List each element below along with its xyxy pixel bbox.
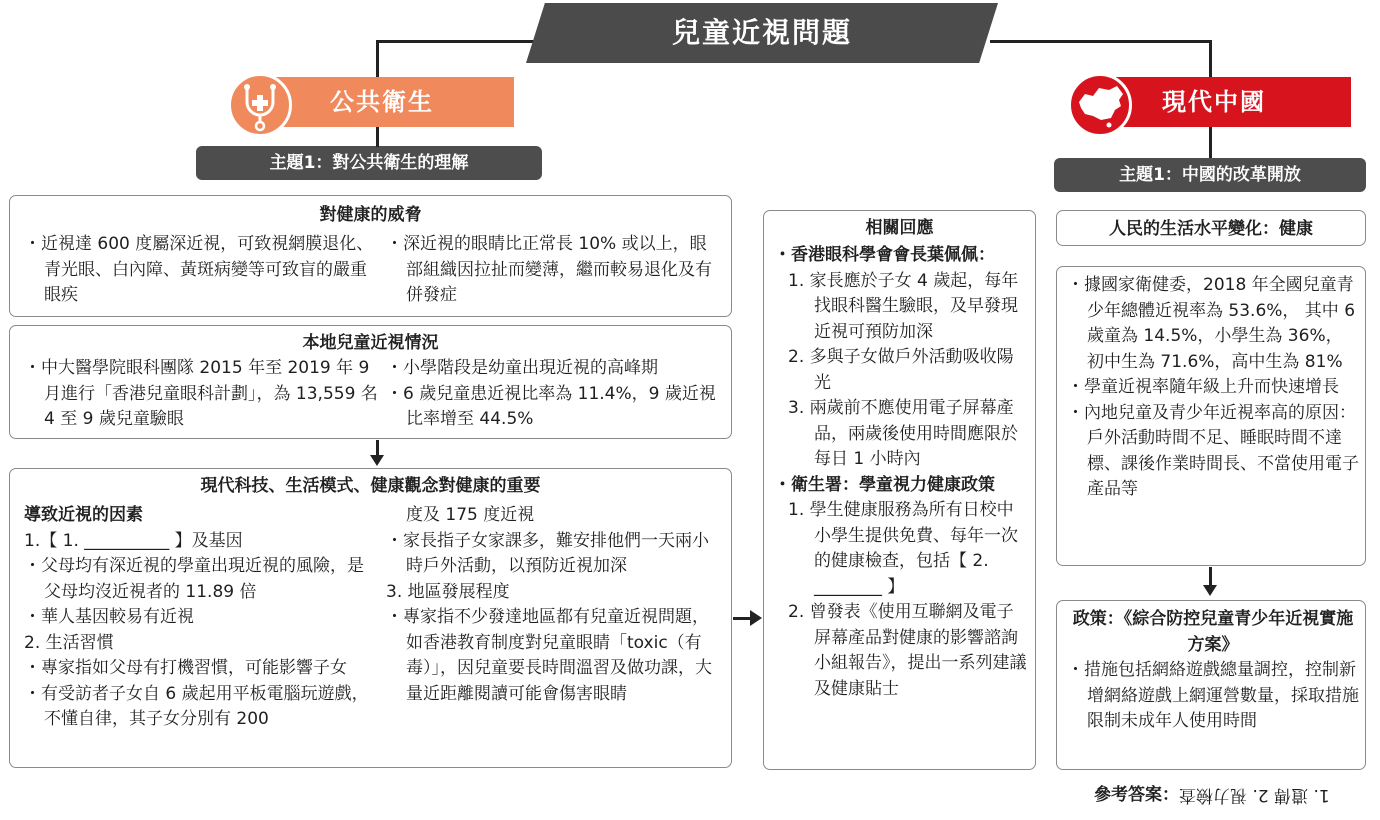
policy-heading: 政策：《綜合防控兒童青少年近視實施方案》 <box>1072 609 1354 655</box>
bullet-item: ・專家指如父母有打機習慣，可能影響子女 <box>24 658 347 678</box>
health-threat-heading: 對健康的威脅 <box>319 205 422 225</box>
causes-title: 導致近視的因素 <box>24 505 143 525</box>
response-item: 1. 家長應於子女 4 歲起，每年找眼科醫生驗眼，及早發現近視可預防加深 <box>788 270 1019 342</box>
bullet-item: ・措施包括網絡遊戲總量調控，控制新增網絡遊戲上網運營數量，採取措施限制未成年人使用時間 <box>1067 660 1359 731</box>
local-myopia-box <box>9 325 732 439</box>
bullet-item: ・有受訪者子女自 6 歲起用平板電腦玩遊戲，不懂自律，其子女分別有 200 <box>24 683 369 729</box>
connector-left-horizontal <box>376 40 536 43</box>
china-stats-box <box>1056 266 1366 566</box>
bullet-item: ・專家指不少發達地區都有兒童近視問題，如香港教育制度對兒童眼睛「toxic（有毒）」，因兒童要長時間溫習及做功課，大量近距離閱讀可能會傷害眼睛 <box>386 607 712 704</box>
connector-theme-right <box>1209 127 1212 161</box>
living-standard-box <box>1056 210 1366 246</box>
modern-china-bar <box>1096 77 1351 127</box>
arrow-modern-to-responses-head <box>750 610 762 626</box>
modern-china-circle <box>1068 73 1132 137</box>
cause-heading: 2. 生活習慣 <box>24 632 114 653</box>
bullet-item: 度及 175 度近視 <box>406 505 535 525</box>
bullet-item: ・近視達 600 度屬深近視，可致視網膜退化、青光眼、白內障、黃斑病變等可致盲的嚴重眼疾 <box>24 234 374 305</box>
bullet-item: ・6 歲兒童患近視比率為 11.4%，9 歲近視比率增至 44.5% <box>386 383 716 429</box>
bullet-item: ・內地兒童及青少年近視率高的原因：戶外活動時間不足、睡眠時間不達標、課後作業時間長、不當使用電子產品等 <box>1067 402 1359 499</box>
local-myopia-col1 <box>24 356 378 433</box>
local-myopia-heading: 本地兒童近視情況 <box>302 333 439 353</box>
modern-china-theme-text: 主題1：中國的改革開放 <box>1119 165 1301 185</box>
arrow-stats-to-policy-line <box>1209 567 1212 587</box>
bullet-item: ・華人基因較易有近視 <box>24 607 194 627</box>
china-map-icon <box>1071 76 1129 134</box>
arrow-local-to-modern-line <box>376 440 379 456</box>
answer-label: 參考答案： <box>1094 785 1179 805</box>
response-item: 3. 兩歲前不應使用電子屏幕產品，兩歲後使用時間應限於每日 1 小時內 <box>788 398 1018 469</box>
response-item: 2. 曾發表《使用互聯網及電子屏幕產品對健康的影響諮詢小組報告》，提出一系列建議及健康貼士 <box>788 602 1027 699</box>
connector-left-vertical <box>376 40 379 80</box>
health-threat-col2 <box>386 232 722 309</box>
policy-box <box>1056 600 1366 770</box>
answer-text: 1. 遺傳 2. 視力檢查 <box>1179 785 1330 805</box>
china-stats-content <box>1067 273 1359 503</box>
modern-factors-right <box>386 503 722 707</box>
health-threat-col1 <box>24 232 378 309</box>
connector-theme-left <box>376 127 379 147</box>
bullet-item: ・父母均有深近視的學童出現近視的風險，是父母均沒近視者的 11.89 倍 <box>24 556 364 602</box>
policy-content <box>1067 607 1359 735</box>
public-health-circle <box>228 73 292 137</box>
living-standard-heading: 人民的生活水平變化：健康 <box>1109 219 1313 239</box>
public-health-label: 公共衛生 <box>330 88 434 116</box>
modern-china-label: 現代中國 <box>1162 88 1266 116</box>
bullet-item: ・學童近視率隨年級上升而快速增長 <box>1067 377 1339 397</box>
response-item: 1. 學生健康服務為所有日校中小學生提供免費、每年一次的健康檢查，包括【 2. ________ 】 <box>788 500 1018 597</box>
response-group-title: ・香港眼科學會會長葉佩佩： <box>774 245 995 265</box>
responses-box <box>763 210 1036 770</box>
modern-china-theme <box>1054 158 1366 192</box>
modern-factors-box <box>9 468 732 768</box>
modern-factors-heading: 現代科技、生活模式、健康觀念對健康的重要 <box>200 476 541 496</box>
bullet-item: ・中大醫學院眼科團隊 2015 年至 2019 年 9 月進行「香港兒童眼科計劃」，為 13,559 名 4 至 9 歲兒童驗眼 <box>24 358 378 429</box>
public-health-theme-text: 主題1：對公共衛生的理解 <box>269 153 469 173</box>
response-item: 2. 多與子女做戶外活動吸收陽光 <box>788 347 1014 393</box>
responses-heading: 相關回應 <box>865 218 934 238</box>
responses-content <box>774 243 1030 702</box>
arrow-local-to-modern-head <box>370 455 384 466</box>
health-threat-box <box>9 195 732 317</box>
modern-factors-left <box>24 503 372 733</box>
arrow-modern-to-responses-line <box>733 617 751 620</box>
bullet-item: ・小學階段是幼童出現近視的高峰期 <box>386 358 658 378</box>
bullet-item: ・深近視的眼睛比正常長 10% 或以上，眼部組織因拉扯而變薄，繼而較易退化及有併發症 <box>386 234 712 305</box>
public-health-theme <box>196 146 542 180</box>
bullet-item: ・家長指子女家課多，難安排他們一天兩小時戶外活動，以預防近視加深 <box>386 530 709 576</box>
response-group-title: ・衛生署：學童視力健康政策 <box>774 474 995 495</box>
reference-answer <box>1094 782 1374 808</box>
connector-right-horizontal <box>990 40 1212 43</box>
arrow-stats-to-policy-head <box>1203 585 1217 596</box>
cause-heading: 1.【 1. __________ 】及基因 <box>24 530 243 551</box>
connector-right-vertical <box>1209 40 1212 80</box>
page-title: 兒童近視問題 <box>671 16 852 49</box>
cause-heading: 3. 地區發展程度 <box>386 581 510 602</box>
bullet-item: ・據國家衛健委，2018 年全國兒童青少年總體近視率為 53.6%， 其中 6 歲童為 14.5%，小學生為 36%，初中生為 71.6%，高中生為 81% <box>1067 275 1356 372</box>
stethoscope-icon <box>231 76 289 134</box>
local-myopia-col2 <box>386 356 722 433</box>
